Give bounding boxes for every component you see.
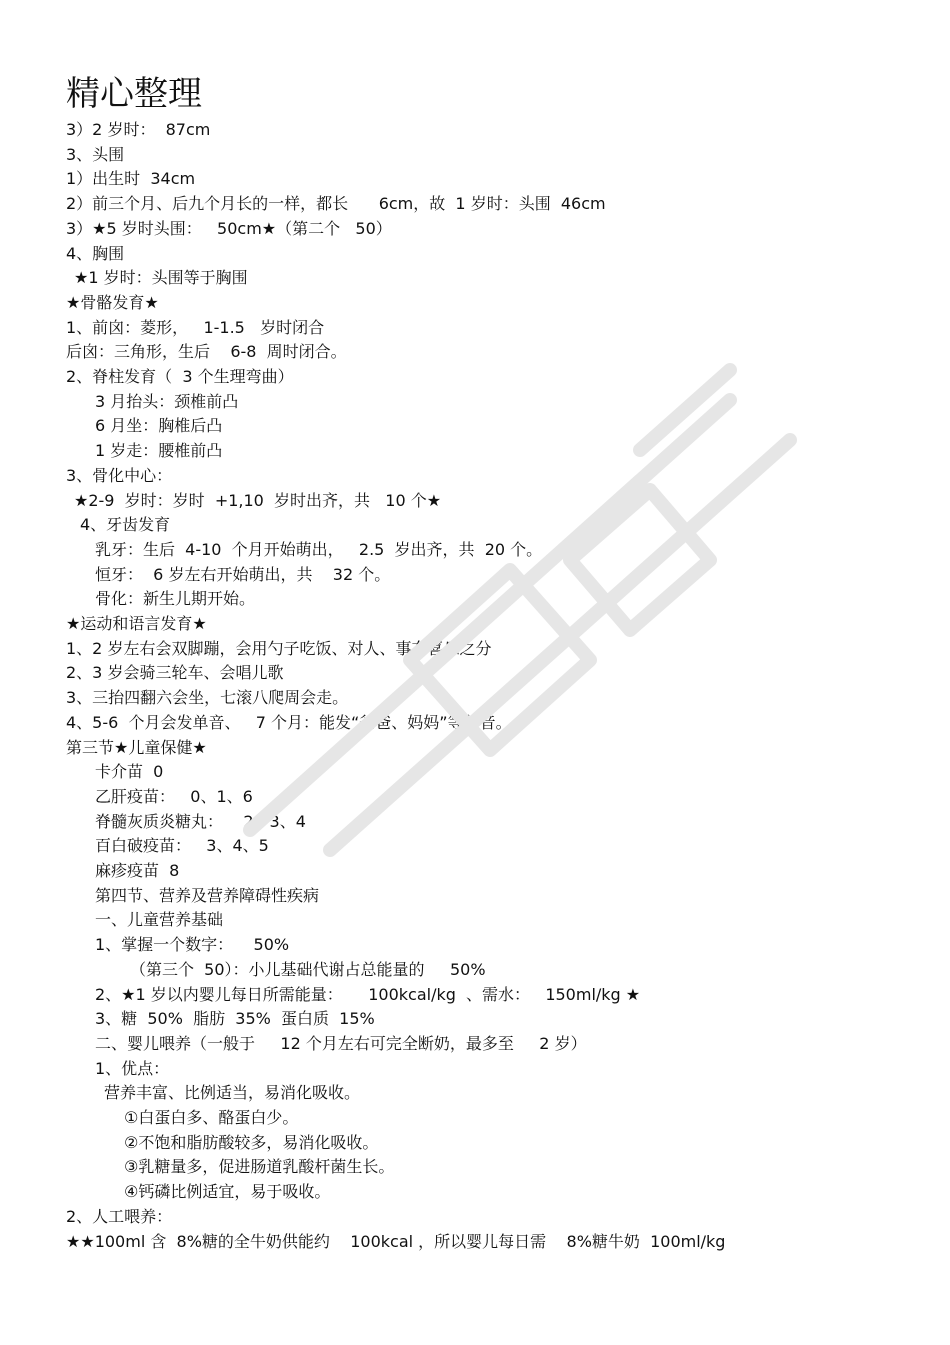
text-line: ④钙磷比例适宜，易于吸收。 [124, 1182, 331, 1202]
text-line: 4、牙齿发育 [80, 515, 171, 535]
text-line: 2、人工喂养： [66, 1206, 173, 1226]
text-line: ★2-9 岁时：岁时 +1,10 岁时出齐，共 10 个★ [74, 490, 442, 510]
text-line: 乙肝疫苗： 0、1、6 [95, 786, 253, 806]
text-line: 1、2 岁左右会双脚蹦，会用勺子吃饭、对人、事有喜乐之分 [66, 638, 492, 658]
text-line: 1、掌握一个数字： 50% [95, 935, 290, 955]
text-line: 一、儿童营养基础 [95, 910, 224, 930]
text-line: ★★100ml 含 8%糖的全牛奶供能约 100kcal ，所以婴儿每日需 8%糖牛奶 100ml/kg [66, 1231, 726, 1251]
text-line: 4、胸围 [66, 243, 125, 263]
text-line: 百白破疫苗： 3、4、5 [95, 836, 269, 856]
text-line: 4、5-6 个月会发单音、 7 个月：能发“爸爸、妈妈”等复音。 [66, 712, 512, 732]
page-title: 精心整理 [66, 74, 202, 114]
text-line: ★1 岁时：头围等于胸围 [74, 268, 248, 288]
text-line: 第三节★儿童保健★ [66, 737, 207, 757]
text-line: 骨化：新生儿期开始。 [95, 589, 256, 609]
text-line: 3）★5 岁时头围： 50cm★（第二个 50） [66, 218, 392, 238]
text-line: 恒牙： 6 岁左右开始萌出，共 32 个。 [95, 564, 391, 584]
text-line: 2）前三个月、后九个月长的一样，都长 6cm，故 1 岁时：头围 46cm [66, 194, 606, 214]
text-line: 3、骨化中心： [66, 465, 173, 485]
text-line: 卡介苗 0 [95, 762, 164, 782]
text-line: 3）2 岁时： 87cm [66, 120, 211, 139]
text-line: 3 月抬头：颈椎前凸 [95, 391, 239, 411]
text-line: ③乳糖量多，促进肠道乳酸杆菌生长。 [124, 1157, 395, 1177]
text-line: 2、★1 岁以内婴儿每日所需能量： 100kcal/kg 、需水： 150ml/kg ★ [95, 984, 641, 1004]
text-line: 1）出生时 34cm [66, 169, 196, 189]
text-line: 后囟：三角形，生后 6-8 周时闭合。 [66, 342, 347, 362]
text-line: 麻疹疫苗 8 [95, 861, 180, 880]
text-line: 营养丰富、比例适当，易消化吸收。 [104, 1083, 361, 1103]
text-line: 1 岁走：腰椎前凸 [95, 441, 223, 461]
text-line: 乳牙：生后 4-10 个月开始萌出， 2.5 岁出齐，共 20 个。 [95, 539, 543, 559]
text-line: 2、3 岁会骑三轮车、会唱儿歌 [66, 663, 284, 683]
text-line: 6 月坐：胸椎后凸 [95, 416, 223, 436]
text-line: 3、头围 [66, 144, 125, 164]
text-line: 二、婴儿喂养（一般于 12 个月左右可完全断奶，最多至 2 岁） [95, 1033, 587, 1053]
watermark-stamp [210, 360, 830, 880]
text-line: ①白蛋白多、酪蛋白少。 [124, 1108, 299, 1127]
text-line: 1、优点： [95, 1058, 170, 1078]
text-line: ★骨骼发育★ [66, 292, 159, 312]
text-line: （第三个 50）：小儿基础代谢占总能量的 50% [130, 959, 486, 979]
text-line: 3、三抬四翻六会坐，七滚八爬周会走。 [66, 688, 349, 708]
text-line: 3、糖 50% 脂肪 35% 蛋白质 15% [95, 1009, 375, 1029]
text-line: 2、脊柱发育（ 3 个生理弯曲） [66, 367, 294, 386]
text-line: 1、前囟：菱形， 1-1.5 岁时闭合 [66, 317, 325, 337]
text-line: ②不饱和脂肪酸较多，易消化吸收。 [124, 1132, 379, 1152]
text-line: 第四节、营养及营养障碍性疾病 [95, 885, 320, 905]
text-line: ★运动和语言发育★ [66, 614, 207, 633]
text-line: 脊髓灰质炎糖丸： 2、3、4 [95, 811, 306, 831]
